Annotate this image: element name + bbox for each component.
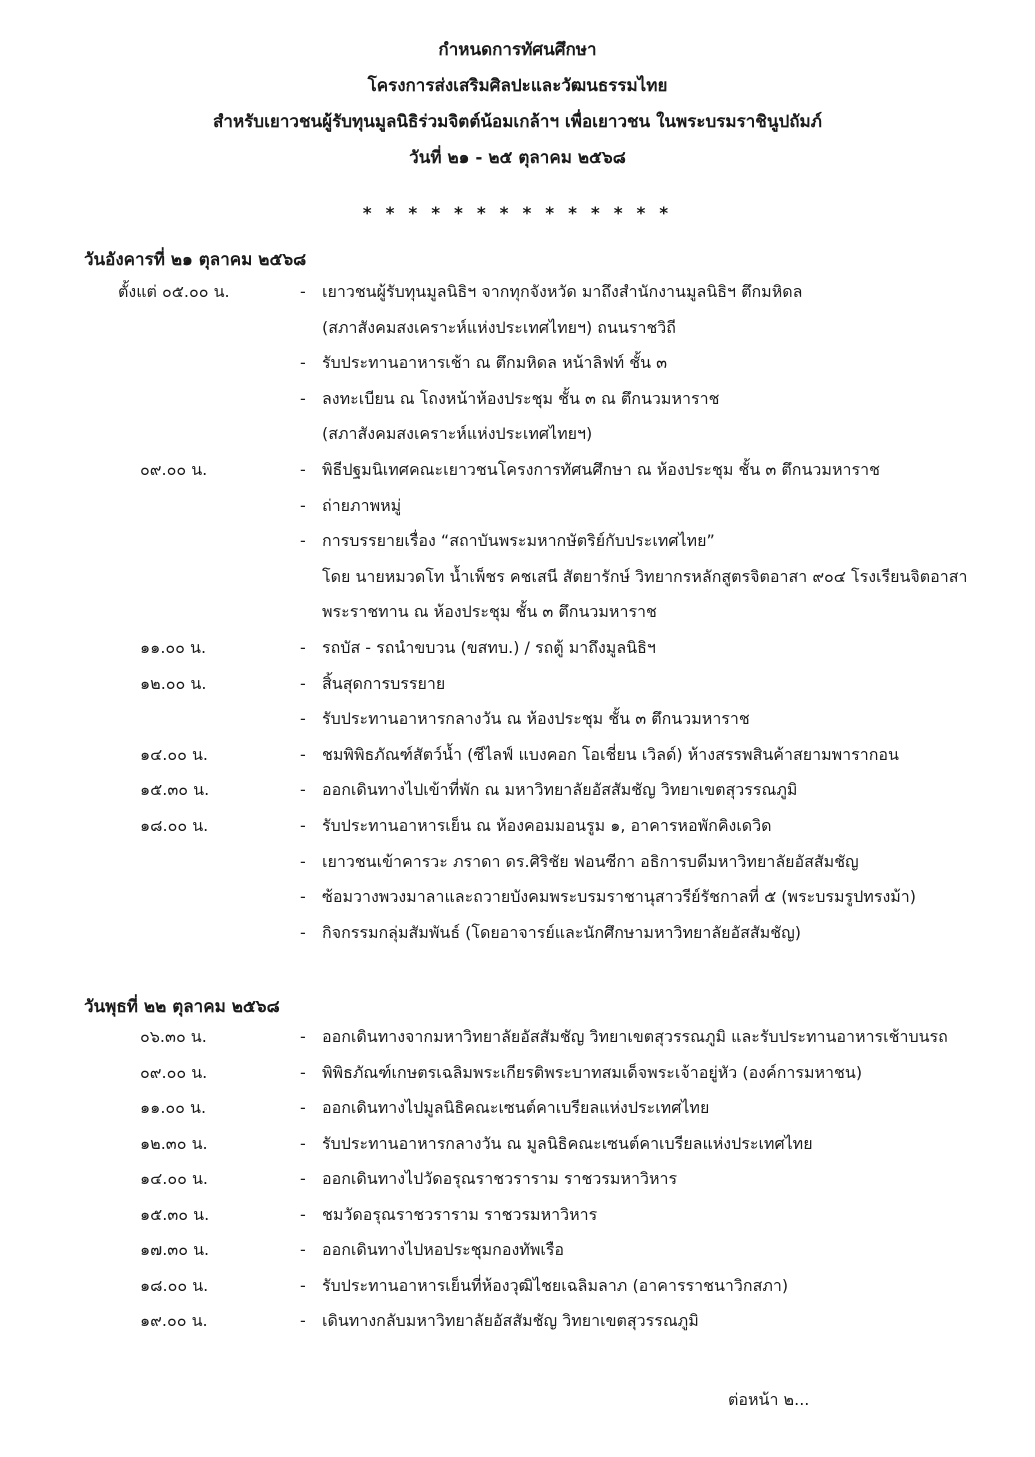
bullet-dash: -	[300, 1204, 306, 1224]
schedule-time: ๑๙.๐๐ น.	[140, 1311, 208, 1330]
day-title: วันอังคารที่ ๒๑ ตุลาคม ๒๕๖๘	[84, 250, 307, 270]
bullet-dash: -	[300, 1062, 306, 1082]
schedule-time: ๑๔.๐๐ น.	[140, 1169, 208, 1188]
bullet-dash: -	[300, 1240, 306, 1259]
bullet-dash: -	[300, 744, 306, 764]
schedule-row	[0, 494, 1035, 530]
schedule-activity: กิจกรรมกลุ่มสัมพันธ์ (โดยอาจารย์และนักศึกษามหาวิทยาลัยอัสสัมชัญ)	[322, 922, 801, 942]
schedule-row	[0, 850, 1035, 886]
schedule-activity: (สภาสังคมสงเคราะห์แห่งประเทศไทยฯ) ถนนราชวิถี	[322, 317, 676, 337]
schedule-activity: รับประทานอาหารกลางวัน ณ ห้องประชุม ชั้น ๓ ตึกนวมหาราช	[322, 709, 750, 729]
bullet-dash: -	[300, 495, 306, 515]
schedule-row	[0, 1274, 1035, 1310]
schedule-time: ๑๕.๓๐ น.	[140, 780, 210, 800]
schedule-row	[0, 600, 1035, 636]
separator-stars: * * * * * * * * * * * * * *	[362, 204, 673, 224]
schedule-time: ๑๕.๓๐ น.	[140, 1204, 210, 1224]
schedule-time: ๑๑.๐๐ น.	[140, 1098, 207, 1117]
schedule-time: ๑๒.๐๐ น.	[140, 673, 207, 693]
project-name: โครงการส่งเสริมศิลปะและวัฒนธรรมไทย	[367, 76, 668, 96]
bullet-dash: -	[300, 780, 306, 800]
schedule-row	[0, 1309, 1035, 1345]
bullet-dash: -	[300, 388, 306, 408]
schedule-row	[0, 422, 1035, 458]
schedule-row	[0, 1167, 1035, 1203]
bullet-dash: -	[300, 353, 306, 373]
bullet-dash: -	[300, 638, 306, 657]
schedule-row	[0, 1025, 1035, 1061]
schedule-row	[0, 280, 1035, 316]
schedule-row	[0, 778, 1035, 814]
schedule-row	[0, 1061, 1035, 1097]
schedule-activity: ชมวัดอรุณราชวราราม ราชวรมหาวิหาร	[322, 1204, 598, 1224]
schedule-row	[0, 351, 1035, 387]
schedule-activity: ลงทะเบียน ณ โถงหน้าห้องประชุม ชั้น ๓ ณ ตึกนวมหาราช	[322, 388, 720, 408]
schedule-activity: ออกเดินทางไปหอประชุมกองทัพเรือ	[322, 1240, 565, 1259]
schedule-activity: รับประทานอาหารเย็นที่ห้องวุฒิไชยเฉลิมลาภ (อาคารราชนาวิกสภา)	[322, 1275, 789, 1295]
schedule-row	[0, 316, 1035, 352]
schedule-time: ๑๘.๐๐ น.	[140, 816, 209, 835]
bullet-dash: -	[300, 673, 306, 693]
schedule-activity: รับประทานอาหารกลางวัน ณ มูลนิธิคณะเซนต์คาเบรียลแห่งประเทศไทย	[322, 1133, 813, 1153]
day-title: วันพุธที่ ๒๒ ตุลาคม ๒๕๖๘	[84, 997, 280, 1017]
bullet-dash: -	[300, 922, 306, 942]
schedule-row	[0, 1238, 1035, 1274]
schedule-time: ๑๘.๐๐ น.	[140, 1275, 209, 1295]
bullet-dash: -	[300, 851, 306, 871]
schedule-time: ๐๖.๓๐ น.	[140, 1027, 207, 1046]
schedule-row	[0, 921, 1035, 957]
schedule-row	[0, 707, 1035, 743]
bullet-dash: -	[300, 1311, 306, 1330]
schedule-row	[0, 565, 1035, 601]
schedule-time: ๑๔.๐๐ น.	[140, 744, 208, 764]
schedule-row	[0, 885, 1035, 921]
schedule-row	[0, 672, 1035, 708]
schedule-activity: รับประทานอาหารเช้า ณ ตึกมหิดล หน้าลิฟท์ ชั้น ๓	[322, 353, 668, 373]
schedule-activity: โดย นายหมวดโท น้ำเพ็ชร คชเสนี สัตยารักษ์ วิทยากรหลักสูตรจิตอาสา ๙๐๔ โรงเรียนจิตอาสา	[322, 566, 968, 586]
schedule-activity: (สภาสังคมสงเคราะห์แห่งประเทศไทยฯ)	[322, 424, 593, 444]
bullet-dash: -	[300, 1098, 306, 1117]
schedule-activity: เยาวชนผู้รับทุนมูลนิธิฯ จากทุกจังหวัด มาถึงสำนักงานมูลนิธิฯ ตึกมหิดล	[322, 282, 803, 301]
schedule-row	[0, 636, 1035, 672]
schedule-activity: ออกเดินทางไปวัดอรุณราชวราราม ราชวรมหาวิหาร	[322, 1169, 678, 1188]
schedule-activity: สิ้นสุดการบรรยาย	[322, 673, 446, 693]
audience-line: สำหรับเยาวชนผู้รับทุนมูลนิธิร่วมจิตต์น้อมเกล้าฯ เพื่อเยาวชน ในพระบรมราชินูปถัมภ์	[213, 112, 822, 132]
schedule-activity: รถบัส - รถนำขบวน (ขสทบ.) / รถตู้ มาถึงมูลนิธิฯ	[322, 638, 656, 657]
bullet-dash: -	[300, 887, 306, 907]
bullet-dash: -	[300, 709, 306, 729]
schedule-time: ๐๙.๐๐ น.	[140, 1062, 208, 1082]
schedule-activity: เยาวชนเข้าคารวะ ภราดา ดร.ศิริชัย ฟอนซีกา อธิการบดีมหาวิทยาลัยอัสสัมชัญ	[322, 851, 859, 871]
schedule-row	[0, 1096, 1035, 1132]
schedule-activity: ซ้อมวางพวงมาลาและถวายบังคมพระบรมราชานุสาวรีย์รัชกาลที่ ๕ (พระบรมรูปทรงม้า)	[322, 887, 917, 907]
schedule-activity: ถ่ายภาพหมู่	[322, 495, 402, 515]
date-range: วันที่ ๒๑ - ๒๕ ตุลาคม ๒๕๖๘	[409, 148, 626, 168]
bullet-dash: -	[300, 1275, 306, 1295]
bullet-dash: -	[300, 1169, 306, 1188]
schedule-activity: รับประทานอาหารเย็น ณ ห้องคอมมอนรูม ๑, อาคารหอพักคิงเดวิด	[322, 816, 772, 835]
bullet-dash: -	[300, 1133, 306, 1153]
bullet-dash: -	[300, 531, 306, 551]
schedule-activity: พิพิธภัณฑ์เกษตรเฉลิมพระเกียรติพระบาทสมเด็จพระเจ้าอยู่หัว (องค์การมหาชน)	[322, 1062, 863, 1082]
bullet-dash: -	[300, 460, 306, 479]
schedule-row	[0, 529, 1035, 565]
bullet-dash: -	[300, 282, 306, 301]
schedule-time: ๑๒.๓๐ น.	[140, 1133, 208, 1153]
schedule-activity: เดินทางกลับมหาวิทยาลัยอัสสัมชัญ วิทยาเขตสุวรรณภูมิ	[322, 1311, 699, 1330]
schedule-time: ๑๗.๓๐ น.	[140, 1240, 210, 1259]
schedule-activity: พระราชทาน ณ ห้องประชุม ชั้น ๓ ตึกนวมหาราช	[322, 602, 657, 622]
schedule-row	[0, 743, 1035, 779]
schedule-time: ๐๙.๐๐ น.	[140, 460, 208, 479]
schedule-activity: การบรรยายเรื่อง “สถาบันพระมหากษัตริย์กับประเทศไทย”	[322, 531, 715, 551]
schedule-row	[0, 387, 1035, 423]
schedule-activity: ชมพิพิธภัณฑ์สัตว์น้ำ (ซีไลฟ์ แบงคอก โอเชี่ยน เวิลด์) ห้างสรรพสินค้าสยามพารากอน	[322, 744, 899, 764]
schedule-time: ๑๑.๐๐ น.	[140, 638, 207, 657]
schedule-time: ตั้งแต่ ๐๕.๐๐ น.	[118, 282, 230, 301]
document-title: กำหนดการทัศนศึกษา	[438, 40, 597, 60]
schedule-row	[0, 458, 1035, 494]
bullet-dash: -	[300, 1027, 306, 1046]
schedule-row	[0, 814, 1035, 850]
schedule-activity: ออกเดินทางไปเข้าที่พัก ณ มหาวิทยาลัยอัสสัมชัญ วิทยาเขตสุวรรณภูมิ	[322, 780, 798, 800]
bullet-dash: -	[300, 816, 306, 835]
continued-note: ต่อหน้า ๒...	[728, 1390, 810, 1409]
schedule-row	[0, 1132, 1035, 1168]
schedule-row	[0, 1203, 1035, 1239]
schedule-activity: ออกเดินทางไปมูลนิธิคณะเซนต์คาเบรียลแห่งประเทศไทย	[322, 1098, 710, 1117]
schedule-activity: ออกเดินทางจากมหาวิทยาลัยอัสสัมชัญ วิทยาเขตสุวรรณภูมิ และรับประทานอาหารเช้าบนรถ	[322, 1027, 948, 1046]
schedule-activity: พิธีปฐมนิเทศคณะเยาวชนโครงการทัศนศึกษา ณ ห้องประชุม ชั้น ๓ ตึกนวมหาราช	[322, 460, 880, 479]
